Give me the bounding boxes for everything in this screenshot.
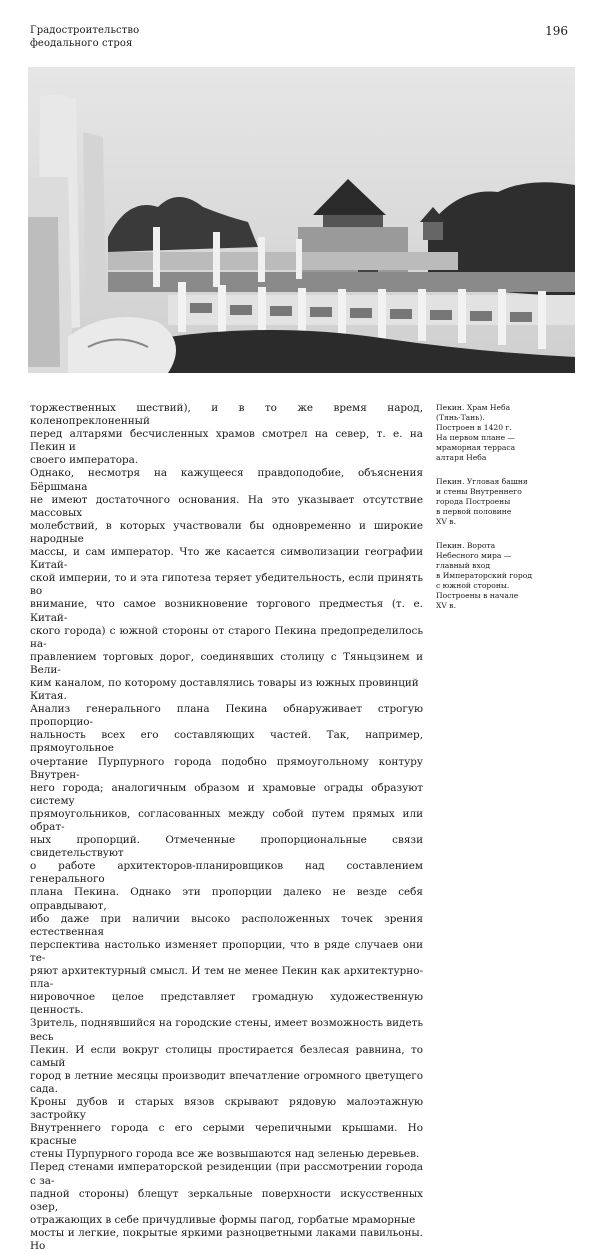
- text-line: своего императора.: [30, 454, 139, 467]
- text-line: о работе архитекторов-планировщиков над составлением генерального: [30, 860, 423, 886]
- text-line: внимание, что самое возникновение торгового предместья (т. е. Китай-: [30, 598, 423, 624]
- text-line: падной стороны) блещут зеркальные поверхности искусственных озер,: [30, 1187, 423, 1213]
- caption-line: Пекин. Храм Неба: [436, 403, 511, 412]
- text-line: ской империи, то и эта гипотеза теряет убедительность, если принять во: [30, 572, 423, 598]
- text-line: отражающих в себе причудливые формы пагод, горбатые мраморные: [30, 1213, 416, 1226]
- caption-line: Построен в 1420 г.: [436, 423, 512, 432]
- temple-of-heaven-photo: [28, 67, 575, 373]
- text-line: Перед стенами императорской резиденции (при рассмотрении города с за-: [30, 1161, 423, 1187]
- running-title-line: феодального строя: [30, 38, 133, 49]
- text-line: Внутреннего города с его серыми черепичными крышами. Но красные: [30, 1122, 423, 1148]
- text-line: молебствий, в которых участвовали бы одновременно и широкие народные: [30, 519, 423, 545]
- text-line: Пекин. И если вокруг столицы простирается безлесая равнина, то самый: [30, 1043, 423, 1069]
- text-line: ных пропорций. Отмеченные пропорциональные связи свидетельствуют: [30, 834, 423, 860]
- text-line: массы, и сам император. Что же касается символизации географии Китай-: [30, 546, 423, 572]
- caption-line: и стены Внутреннего: [436, 487, 522, 496]
- text-line: Анализ генерального плана Пекина обнаруживает строгую пропорцио-: [30, 703, 423, 729]
- paragraph: [30, 703, 423, 1017]
- caption-temple-of-heaven: [436, 403, 576, 463]
- text-line: Однако, несмотря на кажущееся правдоподобие, объяснения Бёршмана: [30, 467, 423, 493]
- caption-line: главный вход: [436, 561, 490, 570]
- running-title: [30, 24, 139, 50]
- paragraph: [30, 467, 423, 703]
- text-line: перспектива настолько изменяет пропорции, что в ряде случаев они те-: [30, 938, 423, 964]
- photo-captions: [436, 403, 576, 625]
- caption-line: алтаря Неба: [436, 453, 487, 462]
- text-line: плана Пекина. Однако эти пропорции далеко не везде себя оправдывают,: [30, 886, 423, 912]
- text-line: нальность всех его составляющих частей. Так, например, прямоугольное: [30, 729, 423, 755]
- caption-line: Пекин. Угловая башня: [436, 477, 528, 486]
- running-title-line: Градостроительство: [30, 25, 140, 36]
- text-line: ким каналом, по которому доставлялись товары из южных провинций: [30, 676, 419, 689]
- caption-line: Построены в начале: [436, 591, 519, 600]
- caption-line: Небесного мира —: [436, 551, 512, 560]
- caption-line: мраморная терраса: [436, 443, 516, 452]
- text-line: Кроны дубов и старых вязов скрывают рядовую малоэтажную застройку: [30, 1095, 423, 1122]
- text-line: очертание Пурпурного города подобно прямоугольному контуру Внутрен-: [30, 755, 423, 781]
- text-line: город в летние месяцы производит впечатление огромного цветущего сада.: [30, 1069, 423, 1095]
- text-line: Зритель, поднявшийся на городские стены, имеет возможность видеть весь: [30, 1017, 424, 1043]
- text-line: ского города) с южной стороны от старого Пекина предопределилось на-: [30, 624, 423, 650]
- caption-line: (Тянь-Тань).: [436, 413, 485, 422]
- photo-illustration: [28, 67, 575, 373]
- body-text: [30, 402, 423, 1253]
- caption-line: в первой половине: [436, 507, 512, 516]
- text-line: мосты и легкие, покрытые яркими разноцветными лаками павильоны. Но: [30, 1226, 423, 1252]
- text-line: нировочное целое представляет громадную художественную ценность.: [30, 991, 423, 1017]
- caption-corner-tower: [436, 477, 576, 527]
- caption-line: Пекин. Ворота: [436, 541, 496, 550]
- text-line: не имеют достаточного основания. На это указывает отсутствие массовых: [30, 493, 423, 519]
- paragraph: [30, 1017, 423, 1253]
- caption-line: XV в.: [436, 601, 456, 610]
- text-line: Китая.: [30, 690, 67, 703]
- text-line: стены Пурпурного города все же возвышаются над зеленью деревьев.: [30, 1148, 420, 1161]
- text-line: торжественных шествий), и в то же время народ, коленопреклоненный: [30, 402, 423, 428]
- text-line: ибо даже при наличии высоко расположенных точек зрения естественная: [30, 912, 423, 938]
- caption-line: в Императорский город: [436, 571, 532, 580]
- paragraph: [30, 402, 423, 467]
- text-line: перед алтарями бесчисленных храмов смотрел на север, т. е. на Пекин и: [30, 428, 423, 454]
- caption-line: города Построены: [436, 497, 511, 506]
- text-line: прямоугольников, согласованных между собой путем прямых или обрат-: [30, 807, 423, 833]
- text-line: ряют архитектурный смысл. И тем не менее Пекин как архитектурно-пла-: [30, 965, 423, 991]
- caption-gate-of-heavenly-peace: [436, 541, 576, 611]
- text-line: него города; аналогичным образом и храмовые ограды образуют систему: [30, 781, 423, 807]
- caption-line: XV в.: [436, 517, 456, 526]
- caption-line: На первом плане —: [436, 433, 516, 442]
- text-line: правлением торговых дорог, соединявших столицу с Тяньцзинем и Вели-: [30, 650, 423, 676]
- page-number: 196: [545, 24, 568, 38]
- caption-line: с южной стороны.: [436, 581, 510, 590]
